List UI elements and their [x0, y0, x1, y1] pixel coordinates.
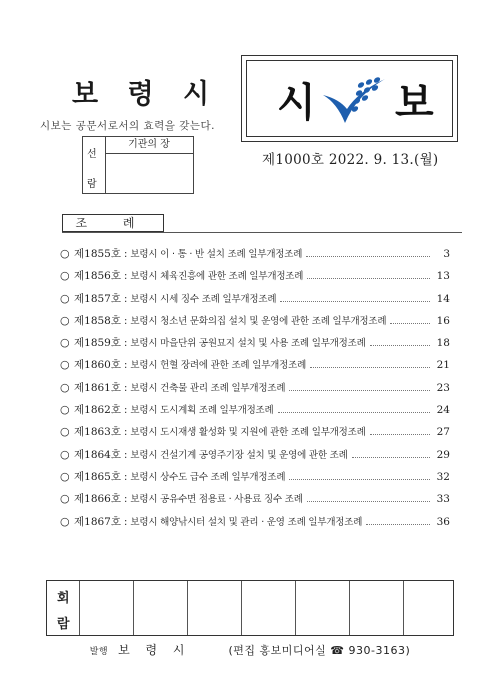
publisher-label: 발행: [89, 647, 109, 657]
toc-title: 보령시 체육진흥에 관한 조례 일부개정조례: [130, 271, 304, 283]
toc-title: 보령시 건축물 관리 조례 일부개정조례: [130, 382, 286, 394]
toc-number: 제1864호: [74, 448, 122, 461]
toc-title: 보령시 도시재생 활성화 및 지원에 관한 조례 일부개정조례: [130, 427, 366, 439]
circulation-divider: [403, 581, 404, 635]
circulation-divider: [79, 581, 80, 635]
toc-page: 21: [436, 359, 450, 372]
toc-leader: [307, 501, 430, 502]
toc-title: 보령시 공유수면 점용료 · 사용료 징수 조례: [130, 494, 303, 506]
toc-separator: :: [124, 338, 128, 350]
toc-number: 제1861호: [74, 381, 122, 394]
logo-dots: [351, 76, 381, 113]
toc-separator: :: [124, 360, 128, 372]
circulation-box: [46, 580, 454, 636]
approval-box: [82, 136, 194, 194]
toc-title: 보령시 시세 징수 조례 일부개정조례: [130, 293, 277, 305]
toc-page: 14: [436, 292, 450, 305]
toc-item[interactable]: [60, 313, 450, 335]
toc-bullet: ○: [60, 425, 70, 439]
toc-item[interactable]: [60, 268, 450, 290]
toc-separator: :: [124, 249, 128, 260]
circulation-divider: [349, 581, 350, 635]
toc-bullet: ○: [60, 514, 70, 528]
toc-leader: [390, 323, 430, 324]
issue-number-date: 제1000호 2022. 9. 13.(월): [262, 152, 439, 168]
toc-page: 36: [436, 515, 450, 528]
toc-item[interactable]: [60, 335, 450, 357]
toc-item[interactable]: [60, 447, 450, 469]
toc-number: 제1863호: [74, 426, 122, 439]
toc-page: 24: [436, 404, 450, 417]
toc-item[interactable]: [60, 402, 450, 424]
toc-number: 제1859호: [74, 337, 122, 350]
toc-item[interactable]: [60, 357, 450, 379]
toc-title: 보령시 헌혈 장려에 관한 조례 일부개정조례: [130, 360, 307, 372]
legal-effect-note: 시보는 공문서로서의 효력을 갖는다.: [40, 120, 215, 132]
toc-bullet: ○: [60, 269, 70, 283]
toc-number: 제1867호: [74, 515, 122, 528]
toc-bullet: ○: [60, 336, 70, 350]
section-heading: 조 례: [62, 214, 164, 232]
toc-page: 29: [436, 448, 450, 461]
masthead-title-right: 보: [395, 80, 434, 126]
approval-side-bottom: 람: [87, 179, 97, 190]
toc-number: 제1866호: [74, 493, 122, 506]
toc-separator: :: [124, 271, 128, 283]
toc-leader: [289, 479, 430, 480]
toc-bullet: ○: [60, 469, 70, 483]
toc-leader: [306, 256, 430, 257]
toc-title: 보령시 청소년 문화의집 설치 및 운영에 관한 조례 일부개정조례: [130, 315, 387, 327]
toc-separator: :: [124, 382, 128, 394]
toc-leader: [366, 524, 430, 525]
toc-leader: [370, 345, 430, 346]
section-divider: [62, 232, 462, 233]
editor-contact: (편집 홍보미디어실 ☎ 930-3163): [228, 644, 411, 657]
toc-page: 32: [436, 470, 450, 483]
toc-item[interactable]: [60, 514, 450, 536]
toc-separator: :: [124, 427, 128, 439]
toc-bullet: ○: [60, 492, 70, 506]
toc-leader: [370, 434, 430, 435]
toc-bullet: ○: [60, 447, 70, 461]
toc-separator: :: [124, 405, 128, 417]
toc-separator: :: [124, 315, 128, 327]
toc-leader: [280, 301, 430, 302]
toc-number: 제1862호: [74, 404, 122, 417]
toc-number: 제1857호: [74, 292, 122, 305]
toc-leader: [278, 412, 430, 413]
toc-title: 보령시 해양낚시터 설치 및 관리 · 운영 조례 일부개정조례: [130, 516, 363, 528]
toc-number: 제1858호: [74, 314, 122, 327]
toc-item[interactable]: [60, 424, 450, 446]
toc-leader: [352, 457, 430, 458]
toc-title: 보령시 건설기계 공영주기장 설치 및 운영에 관한 조례: [130, 449, 348, 461]
toc-number: 제1860호: [74, 359, 122, 372]
toc-leader: [307, 278, 430, 279]
circulation-divider: [133, 581, 134, 635]
toc-title: 보령시 마을단위 공원묘지 설치 및 사용 조례 일부개정조례: [130, 338, 366, 350]
toc-item[interactable]: [60, 469, 450, 491]
toc-bullet: ○: [60, 247, 70, 260]
toc-separator: :: [124, 471, 128, 483]
toc-bullet: ○: [60, 291, 70, 305]
toc-item[interactable]: [60, 291, 450, 313]
toc-bullet: ○: [60, 380, 70, 394]
toc-page: 18: [436, 337, 450, 350]
toc-bullet: ○: [60, 313, 70, 327]
toc-number: 제1856호: [74, 270, 122, 283]
toc-title: 보령시 이 · 통 · 반 설치 조례 일부개정조례: [130, 249, 303, 260]
publisher-name: 보 령 시: [118, 643, 191, 657]
toc-page: 33: [436, 493, 450, 506]
circulation-divider: [241, 581, 242, 635]
issuer-name: 보 령 시: [72, 79, 220, 110]
toc-item[interactable]: [60, 380, 450, 402]
toc-bullet: ○: [60, 403, 70, 417]
circulation-divider: [187, 581, 188, 635]
approval-header: 기관의 장: [105, 137, 193, 154]
masthead-box: [241, 55, 458, 142]
toc-page: 27: [436, 426, 450, 439]
circulation-label-top: 회: [57, 591, 70, 606]
toc-number: 제1855호: [74, 248, 122, 260]
toc-number: 제1865호: [74, 470, 122, 483]
toc-page: 13: [436, 270, 450, 283]
toc-item[interactable]: [60, 246, 450, 268]
toc-separator: :: [124, 293, 128, 305]
circulation-label-bottom: 람: [57, 617, 70, 632]
circulation-divider: [295, 581, 296, 635]
approval-side-top: 선: [87, 149, 97, 160]
toc-bullet: ○: [60, 358, 70, 372]
table-of-contents: [60, 246, 450, 536]
city-logo-icon: [319, 73, 389, 129]
toc-title: 보령시 상수도 급수 조례 일부개정조례: [130, 471, 286, 483]
masthead-title-left: 시: [277, 80, 316, 126]
masthead-inner-frame: [246, 60, 453, 137]
toc-title: 보령시 도시계획 조례 일부개정조례: [130, 405, 274, 417]
toc-separator: :: [124, 449, 128, 461]
toc-page: 23: [436, 381, 450, 394]
toc-item[interactable]: [60, 491, 450, 513]
toc-page: 16: [436, 314, 450, 327]
toc-separator: :: [124, 494, 128, 506]
toc-leader: [289, 390, 430, 391]
toc-page: 3: [443, 248, 450, 260]
toc-leader: [310, 367, 430, 368]
publication-footer: [0, 641, 500, 658]
toc-separator: :: [124, 516, 128, 528]
